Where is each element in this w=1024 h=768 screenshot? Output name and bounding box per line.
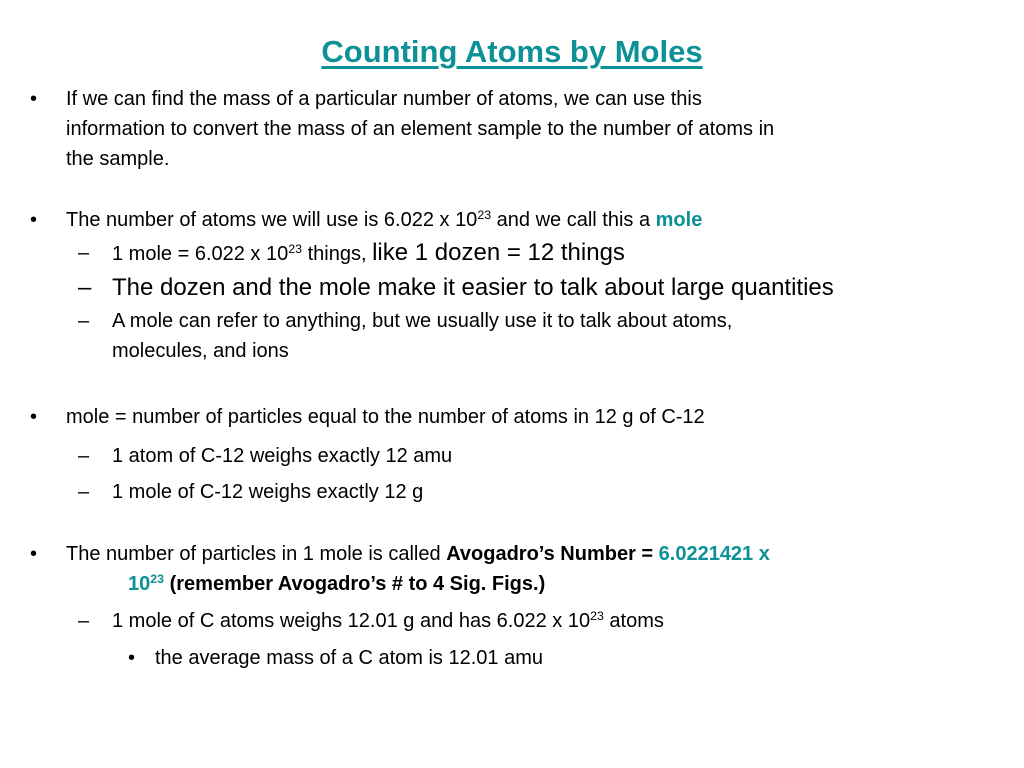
dash-icon: – bbox=[78, 610, 90, 632]
sub-bullet-3-2-text: 1 mole of C-12 weighs exactly 12 g bbox=[112, 481, 424, 503]
exponent: 23 bbox=[150, 572, 165, 587]
sub-bullet-4-1-pre: 1 mole of C atoms weighs 12.01 g and has 6.022 x 10 bbox=[112, 610, 591, 632]
dash-icon: – bbox=[78, 274, 92, 301]
sub-bullet-2-3-line-1: A mole can refer to anything, but we usually use it to talk about atoms, bbox=[112, 310, 733, 332]
bullet-1-line-2: information to convert the mass of an element sample to the number of atoms in bbox=[66, 118, 775, 140]
bullet-1-line-1: If we can find the mass of a particular number of atoms, we can use this bbox=[66, 88, 702, 110]
dash-icon: – bbox=[78, 481, 90, 503]
dash-icon: – bbox=[78, 445, 90, 467]
bullet-3-text: mole = number of particles equal to the number of atoms in 12 g of C-12 bbox=[66, 406, 705, 428]
bullet-2-text bbox=[66, 205, 702, 235]
bullet-icon: • bbox=[30, 543, 38, 565]
exponent: 23 bbox=[590, 609, 604, 624]
sub-bullet-2-3-line-2: molecules, and ions bbox=[112, 340, 289, 362]
sub-bullet-2-1-mid: things, bbox=[302, 243, 373, 265]
bullet-icon: • bbox=[128, 647, 136, 669]
bullet-2-text-pre: The number of atoms we will use is 6.022 x 10 bbox=[66, 209, 478, 231]
sub-bullet-2-1-text bbox=[112, 238, 625, 269]
bullet-4-line-2 bbox=[128, 569, 545, 599]
sub-bullet-2-1-pre: 1 mole = 6.022 x 10 bbox=[112, 243, 289, 265]
bullet-4-text bbox=[66, 539, 770, 569]
dash-icon: – bbox=[78, 242, 90, 264]
sub-bullet-4-1-text bbox=[112, 606, 664, 636]
bullet-icon: • bbox=[30, 406, 38, 428]
bullet-icon: • bbox=[30, 209, 38, 231]
mole-highlight: mole bbox=[655, 209, 703, 231]
slide-title: Counting Atoms by Moles bbox=[321, 34, 703, 69]
avogadro-value: 6.0221421 x bbox=[658, 543, 770, 565]
avogadro-note: (remember Avogadro’s # to 4 Sig. Figs.) bbox=[164, 573, 546, 595]
sub-bullet-3-1-text: 1 atom of C-12 weighs exactly 12 amu bbox=[112, 445, 453, 467]
sub-bullet-2-2-text: The dozen and the mole make it easier to talk about large quantities bbox=[112, 274, 834, 301]
dash-icon: – bbox=[78, 310, 90, 332]
exponent: 23 bbox=[477, 208, 492, 223]
exponent: 23 bbox=[288, 242, 303, 257]
sub-sub-bullet-4-1-1-text: the average mass of a C atom is 12.01 amu bbox=[155, 647, 543, 669]
avogadro-value-base: 10 bbox=[128, 573, 151, 595]
bullet-4-pre: The number of particles in 1 mole is called bbox=[66, 543, 447, 565]
sub-bullet-4-1-post: atoms bbox=[603, 610, 664, 632]
bullet-2-text-mid: and we call this a bbox=[491, 209, 656, 231]
bullet-icon: • bbox=[30, 88, 38, 110]
bullet-1-line-3: the sample. bbox=[66, 148, 170, 170]
sub-bullet-2-1-big: like 1 dozen = 12 things bbox=[372, 239, 625, 266]
avogadro-label: Avogadro’s Number = bbox=[446, 543, 659, 565]
